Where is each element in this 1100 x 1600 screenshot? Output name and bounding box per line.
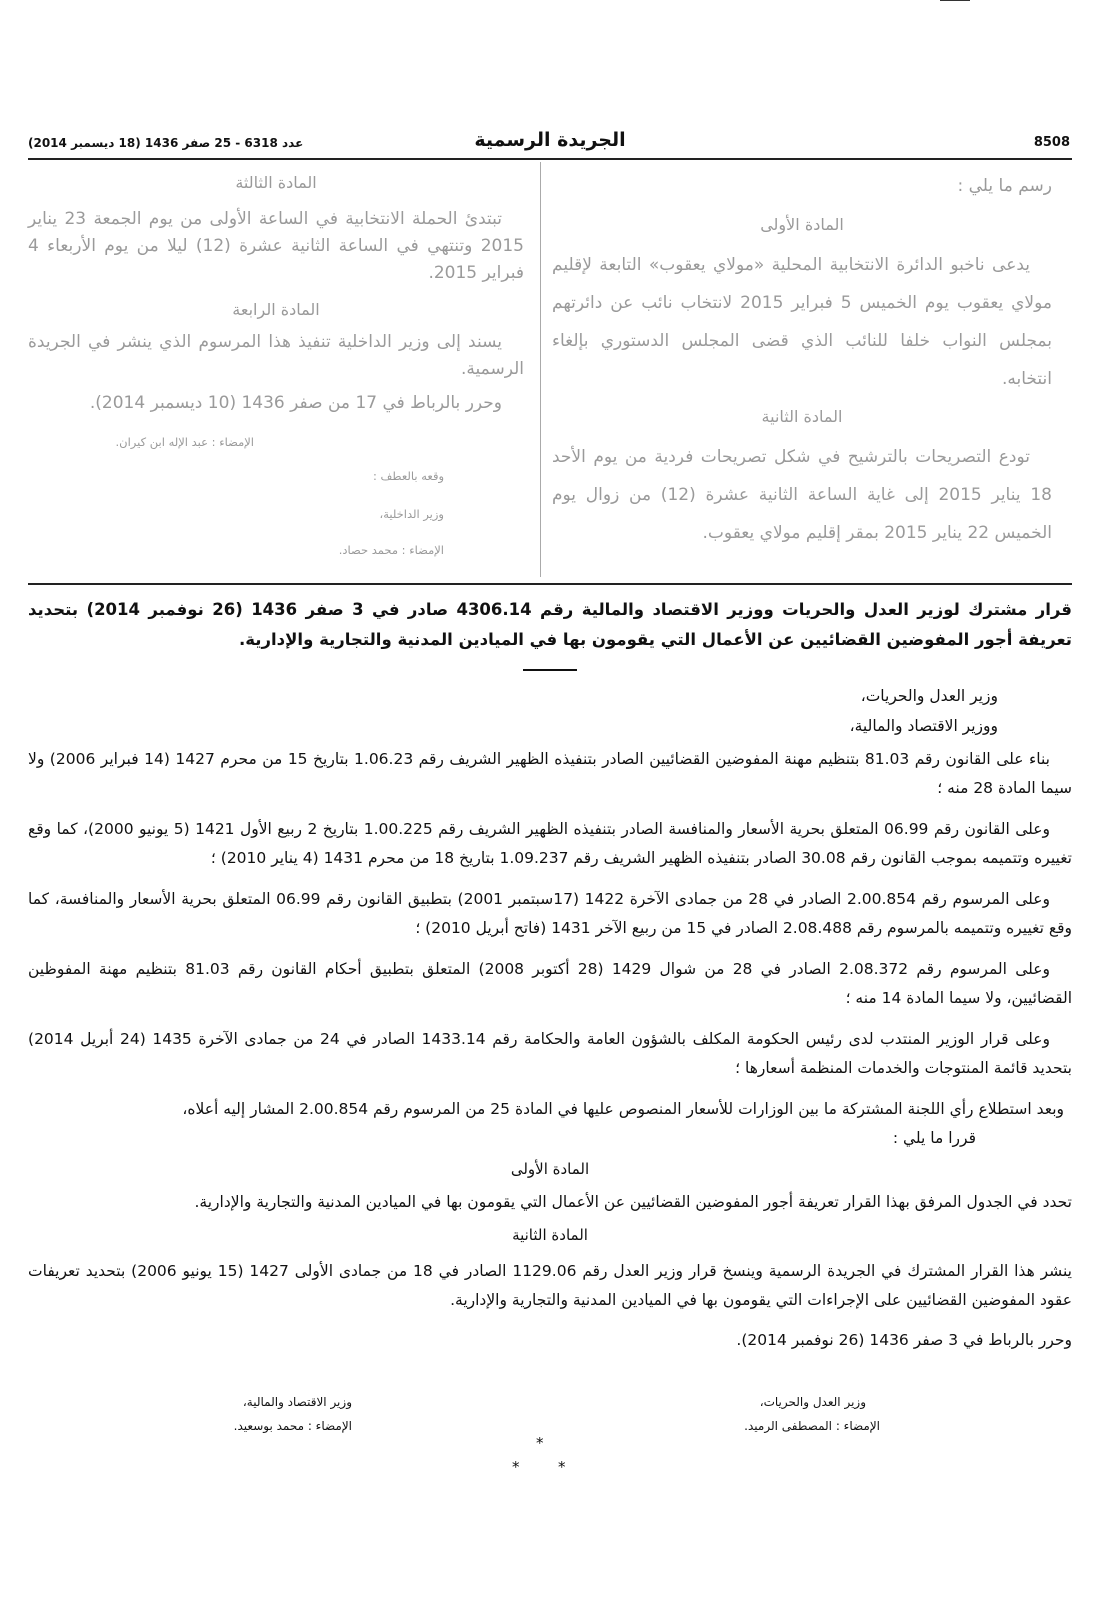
article1-heading-main: المادة الأولى — [510, 1160, 590, 1178]
finance-minister-title: وزير الاقتصاد والمالية، — [242, 1395, 352, 1409]
recital-6: وبعد استطلاع رأي اللجنة المشتركة ما بين الوزارات للأسعار المنصوص عليها في المادة 25 من المرسوم رقم 2.00.854 المشار إليه أعلاه، — [182, 1100, 1064, 1118]
decree-title: قرار مشترك لوزير العدل والحريات ووزير الاقتصاد والمالية رقم 4306.14 صادر في 3 صفر 1436 (26 نوفمبر 2014) بتحديد تعريفة أجور المفوضين القضائيين عن الأعمال التي يقومون بها في الميادين المدنية والتجارية والإدارية. — [28, 600, 1072, 649]
article3-heading: المادة الثالثة — [235, 173, 317, 192]
article2-heading-main: المادة الثانية — [512, 1226, 588, 1244]
page-header — [28, 131, 1072, 157]
interior-minister-signature: الإمضاء : محمد حصاد. — [338, 543, 444, 557]
article1-text: يدعى ناخبو الدائرة الانتخابية المحلية «مولاي يعقوب» التابعة لإقليم مولاي يعقوب يوم الخميس 5 فبراير 2015 لانتخاب نائب عن دائرتهم بمجلس النواب خلفا للنائب الذي قضى المجلس الدستوري بإلغاء انتخابه. — [552, 255, 1052, 389]
recital-4: وعلى المرسوم رقم 2.08.372 الصادر في 28 من شوال 1429 (28 أكتوبر 2008) المتعلق بتطبيق أحكام القانون رقم 81.03 بتنظيم مهنة المفوظين القضائيين، ولا سيما المادة 14 منه ؛ — [28, 960, 1072, 1007]
ornament-star-right: * — [558, 1458, 566, 1476]
recital-2: وعلى القانون رقم 06.99 المتعلق بحرية الأسعار والمنافسة الصادر بتنفيذه الظهير الشريف رقم 1.00.225 بتاريخ 2 ربيع الأول 1421 (5 يونيو 2000)، كما وقع تغييره وتتميمه بموجب القانون رقم 30.08 الصادر بتنفيذه الظهير الشريف رقم 1.09.237 بتاريخ 18 من محرم 1431 (4 يناير 2010) ؛ — [28, 820, 1072, 867]
decree-body — [28, 595, 1072, 1357]
pm-signature: الإمضاء : عبد الإله ابن كيران. — [115, 435, 254, 449]
recital-3: وعلى المرسوم رقم 2.00.854 الصادر في 28 من جمادى الآخرة 1422 (17سبتمبر 2001) بتطبيق القانون رقم 06.99 المتعلق بحرية الأسعار والمنافسة، كما وقع تغييره وتتميمه بالمرسوم رقم 2.08.488 الصادر في 15 من ربيع الآخر 1431 (فاتح أبريل 2010) ؛ — [28, 890, 1072, 937]
countersigned-label: وقعه بالعطف : — [372, 469, 444, 483]
minister-justice-line: وزير العدل والحريات، — [860, 687, 998, 705]
article2-heading: المادة الثانية — [761, 407, 843, 426]
article4-text: يسند إلى وزير الداخلية تنفيذ هذا المرسوم الذي ينشر في الجريدة الرسمية. — [28, 332, 524, 379]
gazette-title: الجريدة الرسمية — [474, 129, 626, 151]
section-rule — [28, 583, 1072, 585]
recital-1: بناء على القانون رقم 81.03 بتنظيم مهنة المفوضين القضائيين الصادر بتنفيذه الظهير الشريف رقم 1.06.23 بتاريخ 15 من محرم 1427 (14 فبراير 2006) ولا سيما المادة 28 منه ؛ — [28, 750, 1072, 797]
intro-text: رسم ما يلي : — [957, 176, 1052, 196]
minister-finance-line: ووزير الاقتصاد والمالية، — [849, 717, 998, 735]
top-scan-mark — [940, 0, 970, 1]
ornament-star-left: * — [512, 1458, 520, 1476]
ornament-star-top: * — [536, 1434, 544, 1452]
article4-heading: المادة الرابعة — [232, 300, 320, 319]
article2-text: تودع التصريحات بالترشيح في شكل تصريحات فردية من يوم الأحد 18 يناير 2015 إلى غاية الساعة الثانية عشرة (12) من زوال يوم الخميس 22 يناير 2015 بمقر إقليم مولاي يعقوب. — [552, 447, 1052, 543]
justice-minister-title: وزير العدل والحريات، — [759, 1395, 866, 1409]
interior-minister-title: وزير الداخلية، — [379, 507, 444, 521]
left-column — [28, 168, 524, 567]
finance-signature-block — [234, 1390, 352, 1438]
article1-text-main: تحدد في الجدول المرفق بهذا القرار تعريفة أجور المفوضين القضائيين عن الأعمال التي يقومون بها في الميادين المدنية والتجارية والإدارية. — [194, 1193, 1072, 1211]
article1-heading: المادة الأولى — [760, 215, 844, 234]
page-number: 8508 — [1033, 135, 1070, 150]
finance-minister-name: الإمضاء : محمد بوسعيد. — [233, 1419, 352, 1433]
justice-signature-block — [744, 1390, 880, 1438]
title-underline — [523, 669, 577, 671]
article3-text: تبتدئ الحملة الانتخابية في الساعة الأولى من يوم الجمعة 23 يناير 2015 وتنتهي في الساعة الثانية عشرة (12) ليلا من يوم الأربعاء 4 فبراير 2015. — [28, 209, 524, 283]
right-column — [552, 168, 1052, 552]
justice-minister-name: الإمضاء : المصطفى الرميد. — [744, 1419, 880, 1433]
article2-text-main: ينشر هذا القرار المشترك في الجريدة الرسمية وينسخ قرار وزير العدل رقم 1129.06 الصادر في 18 من جمادى الأولى 1427 (15 يونيو 2006) بتحديد تعريفات عقود المفوضين القضائيين على الإجراءات التي يقومون بها في الميادين المدنية والتجارية والإدارية. — [28, 1262, 1072, 1309]
done-at: وحرر بالرباط في 17 من صفر 1436 (10 ديسمبر 2014). — [89, 393, 502, 413]
column-separator — [540, 162, 541, 577]
recital-5: وعلى قرار الوزير المنتدب لدى رئيس الحكومة المكلف بالشؤون العامة والحكامة رقم 1433.14 الصادر في 24 من جمادى الآخرة 1435 (24 أبريل 2014) بتحديد قائمة المنتوجات والخدمات المنظمة أسعارها ؛ — [28, 1030, 1072, 1077]
issue-info: عدد 6318 - 25 صفر 1436 (18 ديسمبر 2014) — [28, 136, 304, 150]
decided-line: قررا ما يلي : — [892, 1129, 976, 1147]
decree-done-at: وحرر بالرباط في 3 صفر 1436 (26 نوفمبر 2014). — [736, 1331, 1072, 1349]
header-rule — [28, 158, 1072, 160]
